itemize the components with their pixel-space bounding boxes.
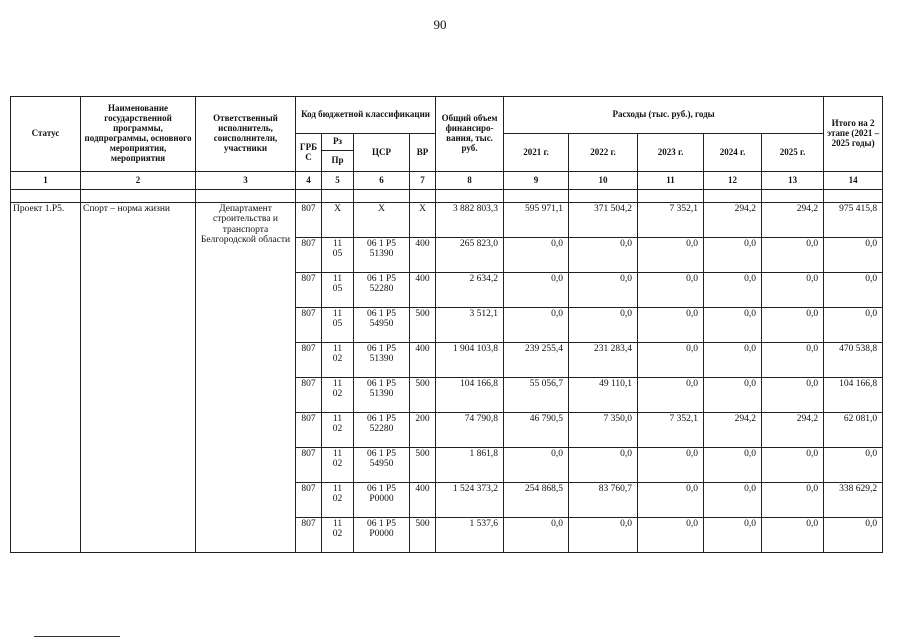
y2022-cell: 0,0: [569, 238, 638, 273]
rz-pr-cell: 11 02: [322, 518, 354, 553]
y2025-cell: 294,2: [762, 413, 824, 448]
y2024-cell: 0,0: [704, 448, 762, 483]
y2021-cell: 0,0: [504, 448, 569, 483]
y2023-cell: 0,0: [638, 518, 704, 553]
rz-pr-cell: 11 05: [322, 308, 354, 343]
header-stage-total: Итого на 2 этапе (2021 – 2025 годы): [824, 97, 883, 172]
column-number: 6: [354, 172, 410, 190]
grbs-cell: 807: [296, 518, 322, 553]
total-volume-cell: 3 882 803,3: [436, 203, 504, 238]
rz-pr-cell: 11 02: [322, 343, 354, 378]
header-2023: 2023 г.: [638, 134, 704, 172]
stage-total-cell: 0,0: [824, 308, 883, 343]
header-responsible: Ответственный исполнитель, соисполнители, участники: [196, 97, 296, 172]
csr-cell: 06 1 Р5 52280: [354, 273, 410, 308]
rz-pr-cell: 11 02: [322, 483, 354, 518]
grbs-cell: 807: [296, 483, 322, 518]
grbs-cell: 807: [296, 378, 322, 413]
column-number: 13: [762, 172, 824, 190]
y2024-cell: 294,2: [704, 203, 762, 238]
vr-cell: Х: [410, 203, 436, 238]
y2022-cell: 0,0: [569, 448, 638, 483]
column-number-row: [11, 172, 883, 190]
total-volume-cell: 1 861,8: [436, 448, 504, 483]
y2023-cell: 0,0: [638, 483, 704, 518]
csr-cell: 06 1 Р5 52280: [354, 413, 410, 448]
header-vr: ВР: [410, 134, 436, 172]
column-number: 3: [196, 172, 296, 190]
y2023-cell: 0,0: [638, 238, 704, 273]
y2022-cell: 49 110,1: [569, 378, 638, 413]
grbs-cell: 807: [296, 448, 322, 483]
y2024-cell: 0,0: [704, 308, 762, 343]
csr-cell: 06 1 Р5 51390: [354, 343, 410, 378]
y2021-cell: 254 868,5: [504, 483, 569, 518]
csr-cell: 06 1 Р5 Р0000: [354, 483, 410, 518]
y2023-cell: 0,0: [638, 378, 704, 413]
rz-pr-cell: 11 05: [322, 238, 354, 273]
y2021-cell: 0,0: [504, 273, 569, 308]
y2024-cell: 0,0: [704, 273, 762, 308]
y2024-cell: 0,0: [704, 343, 762, 378]
stage-total-cell: 62 081,0: [824, 413, 883, 448]
column-number: 7: [410, 172, 436, 190]
budget-table: [10, 96, 883, 553]
vr-cell: 500: [410, 448, 436, 483]
csr-cell: 06 1 Р5 51390: [354, 378, 410, 413]
y2022-cell: 0,0: [569, 308, 638, 343]
rz-pr-cell: Х: [322, 203, 354, 238]
header-2021: 2021 г.: [504, 134, 569, 172]
y2023-cell: 7 352,1: [638, 413, 704, 448]
header-2024: 2024 г.: [704, 134, 762, 172]
total-volume-cell: 1 524 373,2: [436, 483, 504, 518]
header-status: Статус: [11, 97, 81, 172]
column-number: 2: [81, 172, 196, 190]
header-grbs: ГРБ С: [296, 134, 322, 172]
rz-pr-cell: 11 02: [322, 378, 354, 413]
y2025-cell: 0,0: [762, 448, 824, 483]
y2024-cell: 0,0: [704, 518, 762, 553]
header-2022: 2022 г.: [569, 134, 638, 172]
total-volume-cell: 1 904 103,8: [436, 343, 504, 378]
y2023-cell: 0,0: [638, 448, 704, 483]
csr-cell: 06 1 Р5 54950: [354, 308, 410, 343]
csr-cell: 06 1 Р5 51390: [354, 238, 410, 273]
csr-cell: 06 1 Р5 Р0000: [354, 518, 410, 553]
y2021-cell: 46 790,5: [504, 413, 569, 448]
header-expenses: Расходы (тыс. руб.), годы: [504, 97, 824, 134]
y2022-cell: 83 760,7: [569, 483, 638, 518]
column-number: 14: [824, 172, 883, 190]
total-volume-cell: 74 790,8: [436, 413, 504, 448]
y2023-cell: 0,0: [638, 308, 704, 343]
executor-cell: Департамент строительства и транспорта Белгородской области: [196, 203, 296, 553]
y2024-cell: 0,0: [704, 378, 762, 413]
rz-pr-cell: 11 02: [322, 413, 354, 448]
stage-total-cell: 0,0: [824, 518, 883, 553]
vr-cell: 500: [410, 308, 436, 343]
y2024-cell: 0,0: [704, 483, 762, 518]
total-volume-cell: 2 634,2: [436, 273, 504, 308]
grbs-cell: 807: [296, 238, 322, 273]
y2022-cell: 0,0: [569, 518, 638, 553]
total-volume-cell: 3 512,1: [436, 308, 504, 343]
csr-cell: Х: [354, 203, 410, 238]
total-volume-cell: 265 823,0: [436, 238, 504, 273]
y2021-cell: 0,0: [504, 238, 569, 273]
y2025-cell: 0,0: [762, 273, 824, 308]
rz-pr-cell: 11 05: [322, 273, 354, 308]
grbs-cell: 807: [296, 343, 322, 378]
y2025-cell: 294,2: [762, 203, 824, 238]
vr-cell: 400: [410, 343, 436, 378]
y2023-cell: 0,0: [638, 343, 704, 378]
grbs-cell: 807: [296, 273, 322, 308]
y2023-cell: 7 352,1: [638, 203, 704, 238]
vr-cell: 500: [410, 518, 436, 553]
project-name-cell: Спорт – норма жизни: [81, 203, 196, 553]
spacer-row: [11, 190, 883, 203]
y2021-cell: 0,0: [504, 518, 569, 553]
header-total-volume: Общий объем финансиро-вания, тыс. руб.: [436, 97, 504, 172]
stage-total-cell: 0,0: [824, 448, 883, 483]
stage-total-cell: 338 629,2: [824, 483, 883, 518]
vr-cell: 400: [410, 483, 436, 518]
y2022-cell: 231 283,4: [569, 343, 638, 378]
column-number: 10: [569, 172, 638, 190]
header-2025: 2025 г.: [762, 134, 824, 172]
y2023-cell: 0,0: [638, 273, 704, 308]
header-name: Наименование государственной программы, подпрограммы, основного мероприятия, мероприятия: [81, 97, 196, 172]
page-number: 90: [433, 17, 447, 32]
y2025-cell: 0,0: [762, 343, 824, 378]
table-row: [11, 203, 883, 238]
rz-pr-cell: 11 02: [322, 448, 354, 483]
header-rz: Рз: [322, 134, 354, 151]
y2022-cell: 7 350,0: [569, 413, 638, 448]
y2021-cell: 239 255,4: [504, 343, 569, 378]
total-volume-cell: 1 537,6: [436, 518, 504, 553]
header-csr: ЦСР: [354, 134, 410, 172]
stage-total-cell: 0,0: [824, 273, 883, 308]
vr-cell: 500: [410, 378, 436, 413]
y2025-cell: 0,0: [762, 518, 824, 553]
y2025-cell: 0,0: [762, 378, 824, 413]
stage-total-cell: 0,0: [824, 238, 883, 273]
y2022-cell: 371 504,2: [569, 203, 638, 238]
grbs-cell: 807: [296, 203, 322, 238]
stage-total-cell: 470 538,8: [824, 343, 883, 378]
y2024-cell: 294,2: [704, 413, 762, 448]
y2024-cell: 0,0: [704, 238, 762, 273]
stage-total-cell: 975 415,8: [824, 203, 883, 238]
y2021-cell: 55 056,7: [504, 378, 569, 413]
y2022-cell: 0,0: [569, 273, 638, 308]
y2025-cell: 0,0: [762, 308, 824, 343]
y2021-cell: 0,0: [504, 308, 569, 343]
csr-cell: 06 1 Р5 54950: [354, 448, 410, 483]
column-number: 5: [322, 172, 354, 190]
total-volume-cell: 104 166,8: [436, 378, 504, 413]
header-pr: Пр: [322, 151, 354, 172]
column-number: 8: [436, 172, 504, 190]
y2021-cell: 595 971,1: [504, 203, 569, 238]
stage-total-cell: 104 166,8: [824, 378, 883, 413]
vr-cell: 200: [410, 413, 436, 448]
footnote-rule: [34, 636, 120, 637]
column-number: 9: [504, 172, 569, 190]
grbs-cell: 807: [296, 308, 322, 343]
header-budget-code: Код бюджетной классификации: [296, 97, 436, 134]
y2025-cell: 0,0: [762, 238, 824, 273]
vr-cell: 400: [410, 238, 436, 273]
column-number: 1: [11, 172, 81, 190]
column-number: 11: [638, 172, 704, 190]
grbs-cell: 807: [296, 413, 322, 448]
status-cell: Проект 1.Р5.: [11, 203, 81, 553]
column-number: 4: [296, 172, 322, 190]
column-number: 12: [704, 172, 762, 190]
y2025-cell: 0,0: [762, 483, 824, 518]
vr-cell: 400: [410, 273, 436, 308]
